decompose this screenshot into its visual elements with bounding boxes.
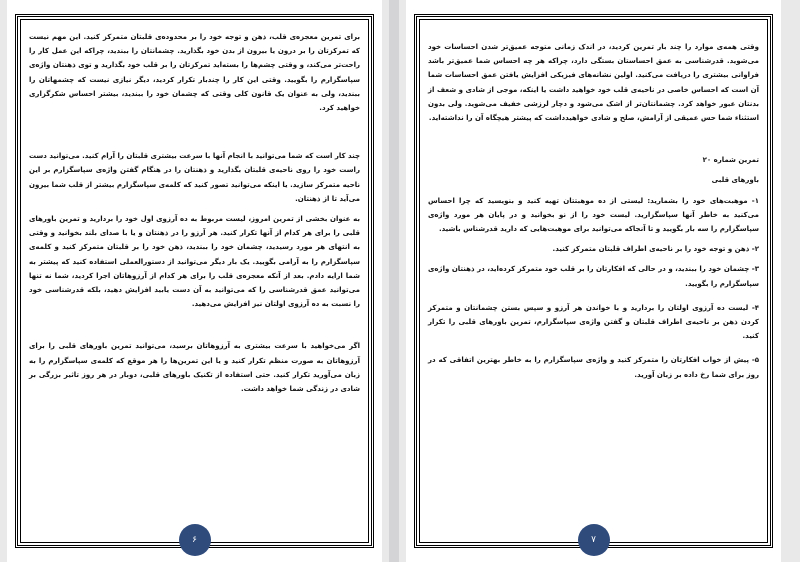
paragraph: برای تمرین معجزه‌ی قلب، ذهن و توجه خود را بر محدوده‌ی قلبتان متمرکز کنید. این مهم نیست که تمرکزتان را بر درون یا بیرون از بدن خود بگذارید. چشمانتان را ببندید، چراکه این عمل کار را راحت‌تر می‌کند، و وقتی چشم‌ها را بسته‌اید تمرکزتان را بر قلب خود بگذارید و توی ذهنتان واژه‌ی سپاسگزارم را بگویید. وقتی این کار را چندبار تکرار کردید، دیگر نیازی نیست که چشمهاتان را ببندید، ولی به عنوان یک قانون کلی وقتی که چشمان خود را ببندید، بیشتر احساس شکرگزاری خواهید کرد. xyxy=(29,33,360,113)
left-page xyxy=(7,0,382,562)
exercise-step: ۴- لیست ده آرزوی اولتان را بردارید و با خواندن هر آرزو و سپس بستن چشمانتان و متمرکز کردن ذهن بر ناحیه‌ی اطراف قلبتان و گفتن واژه‌ی سپاسگزارم، تمرین باورهای قلبی را تکرار کنید. xyxy=(428,303,759,341)
paragraph: وقتی همه‌ی موارد را چند بار تمرین کردید، در اندک زمانی متوجه عمیق‌تر شدن احساسات خود می‌شوید. قدرشناسی به عمق احساستان بستگی دارد، چراکه هر چه احساس شما عمیق‌تر باشد فراوانی بیشتری را دریافت می‌کنید. اولین نشانه‌های فیزیکی افزایش یافتن عمق احساسات شما آن است که احساس خاصی در ناحیه‌ی قلب خود خواهید داشت یا اینکه، موجی از شادی و شعف از بدنتان عبور خواهد کرد. چشمانتان‌تر از اشک می‌شود و دچار لرزشی خفیف می‌شوید. ولی بدون استثناء شما حس عمیقی از آرامش، صلح و شادی خواهیدداشت که پیشتر هیچگاه آن را نداشته‌اید. xyxy=(428,43,759,123)
left-page-content xyxy=(29,30,360,396)
right-page-content xyxy=(428,40,759,382)
exercise-step: ۵- پیش از خواب افکارتان را متمرکز کنید و واژه‌ی سپاسگزارم را به خاطر بهترین اتفاقی که در روز برای شما رخ داده بر زبان آورید. xyxy=(428,356,759,379)
exercise-subtitle: باورهای قلبی xyxy=(711,176,759,185)
exercise-step: ۳- چشمان خود را ببندید، و در حالی که افکارتان را بر قلب خود متمرکز کرده‌اید، در ذهنتان واژه‌ی سپاسگزارم را بگویید. xyxy=(428,265,759,288)
page-number-badge: ۶ xyxy=(179,524,211,556)
exercise-step: ۱- موهبت‌های خود را بشمارید: لیستی از ده موهبتتان تهیه کنید و بنویسید که چرا احساس می‌کنید به خاطر آنها سپاسگزارید. لیست خود را از نو بخوانید و در پایان هر مورد واژه‌ی سپاسگزارم را سه بار بگویید و تا آنجاکه می‌توانید برای موهبت‌هایی که دارید قدرشناس باشید. xyxy=(428,196,759,234)
paragraph: اگر می‌خواهید با سرعت بیشتری به آرزوهاتان برسید، می‌توانید تمرین باورهای قلبی را برای آرزوهاتان به صورت منظم تکرار کنید و یا این تمرین‌ها را هر موقع که کلمه‌ی سپاسگزارم را به زبان می‌آورید تکرار کنید. حتی استفاده از تکنیک باورهای قلبی، دوبار در هر روز تاثیر بزرگی بر شادی در زندگی شما خواهد داشت. xyxy=(29,342,360,394)
right-page xyxy=(406,0,781,562)
paragraph: به عنوان بخشی از تمرین امروز، لیست مربوط به ده آرزوی اول خود را بردارید و تمرین باورهای قلبی را برای هر کدام از آنها تکرار کنید. هر آرزو را در ذهنتان و یا با صدای بلند بخوانید و وقتی به انتهای هر مورد رسیدید، چشمان خود را ببندید، ذهن خود را بر قلبتان متمرکز کنید و کلمه‌ی سپاسگزارم را به آرامی بگویید. یک بار دیگر می‌توانید از دستورالعملی استفاده کنید که پیشتر به شما ارایه دادم. بعد از آنکه معجزه‌ی قلب را برای هر کدام از آرزوهاتان اجرا کردید، شما نه تنها می‌توانید عمق قدرشناسی را که می‌توانید به آن دست یابید افزایش دهید، بلکه قدرشناسی خود را نسبت به ده آرزوی اولتان نیز افزایش می‌دهید. xyxy=(29,215,360,309)
paragraph: چند کار است که شما می‌توانید با انجام آنها با سرعت بیشتری قلبتان را آرام کنید. می‌توانید دست راست خود را روی ناحیه‌ی قلبتان بگذارید و ذهنتان را در هنگام گفتن واژه‌ی سپاسگزارم بر این ناحیه متمرکز سازید. یا اینکه می‌توانید تصور کنید که کلمه‌ی سپاسگزارم بیشتر از قلب شما بیرون می‌آید تا از ذهنتان. xyxy=(29,152,360,203)
page-number-badge: ۷ xyxy=(578,524,610,556)
exercise-title: تمرین شماره ۲۰ xyxy=(702,156,759,165)
page-gutter xyxy=(389,0,399,562)
exercise-step: ۲- ذهن و توجه خود را بر ناحیه‌ی اطراف قلبتان متمرکز کنید. xyxy=(552,245,759,254)
